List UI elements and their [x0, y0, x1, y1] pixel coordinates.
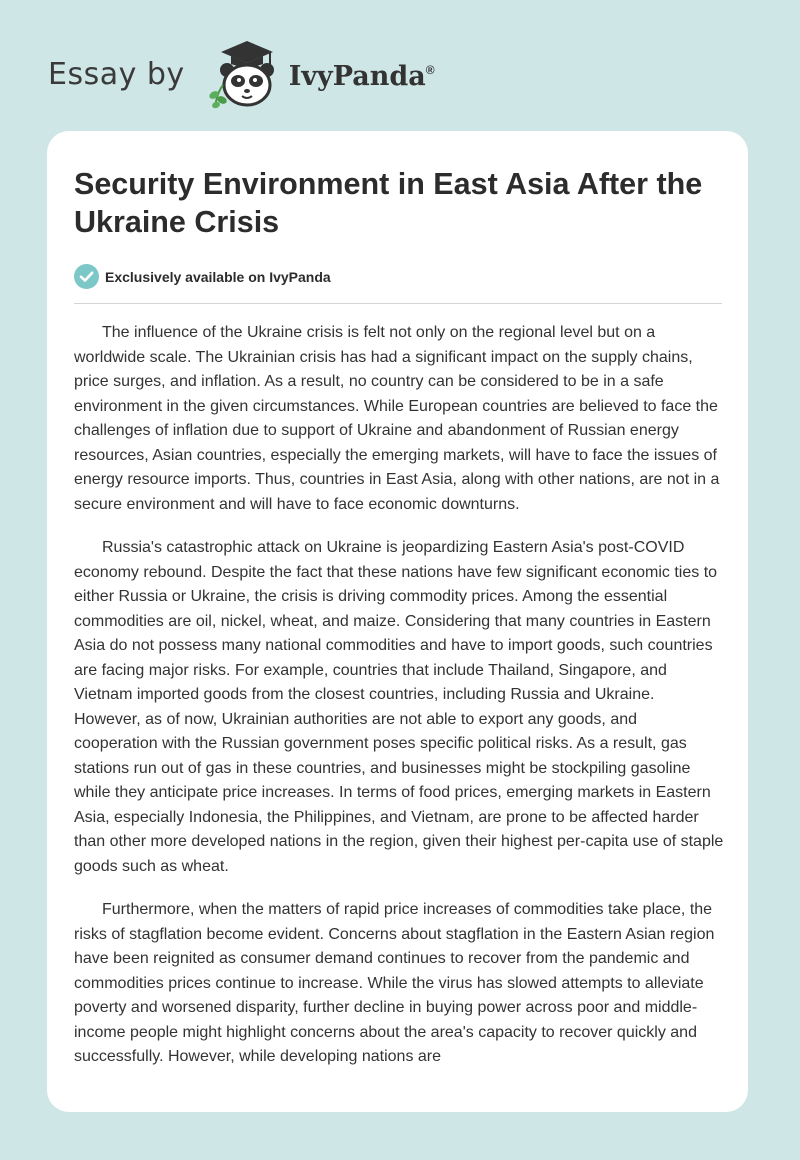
- essay-body: [74, 321, 724, 1089]
- exclusive-badge-label: Exclusively available on IvyPanda: [105, 268, 331, 285]
- essay-title: Security Environment in East Asia After the Ukraine Crisis: [74, 167, 703, 239]
- divider: [74, 303, 722, 304]
- site-header: [48, 34, 435, 114]
- paragraph: Russia's catastrophic attack on Ukraine is jeopardizing Eastern Asia's post-COVID economy rebound. Despite the fact that these nations have few significant economic ties to either Russia or Ukraine, the crisis is driving commodity prices. Among the essential commodities are oil, nickel, wheat, and maize. Considering that many countries in Eastern Asia do not possess many national commodities and have to import goods, such countries are facing major risks. For example, countries that include Thailand, Singapore, and Vietnam imported goods from the closest countries, including Russia and Ukraine. However, as of now, Ukrainian authorities are not able to export any goods, and cooperation with the Russian government poses specific political risks. As a result, gas stations run out of gas in these countries, and businesses might be stockpiling gasoline while they anticipate price increases. In terms of food prices, emerging markets in Eastern Asia, especially Indonesia, the Philippines, and Vietnam, are prone to be affected harder than other more developed nations in the region, given their highest per-capita use of staple goods such as wheat.: [74, 539, 724, 875]
- checkmark-circle-icon: [74, 264, 99, 289]
- exclusive-badge: [74, 264, 331, 289]
- brand-name[interactable]: IvyPanda®: [288, 60, 435, 92]
- essay-card: [47, 131, 748, 1112]
- brand-prefix: Essay by: [48, 56, 185, 92]
- ivypanda-logo-icon[interactable]: [201, 37, 285, 111]
- trademark-symbol: ®: [425, 62, 435, 77]
- paragraph: Furthermore, when the matters of rapid price increases of commodities take place, the risks of stagflation become evident. Concerns about stagflation in the Eastern Asian region have been reignited as consumer demand continues to recover from the pandemic and commodities prices continue to increase. While the virus has slowed attempts to alleviate poverty and worsened disparity, further decline in buying power across poor and middle-income people might highlight concerns about the area's capacity to recover quickly and successfully. However, while developing nations are: [74, 901, 715, 1065]
- paragraph: The influence of the Ukraine crisis is felt not only on the regional level but on a worldwide scale. The Ukrainian crisis has had a significant impact on the supply chains, price surges, and inflation. As a result, no country can be considered to be in a safe environment in the given circumstances. While European countries are believed to face the challenges of inflation due to support of Ukraine and abandonment of Russian energy resources, Asian countries, especially the emerging markets, will have to face the issues of energy resource imports. Thus, countries in East Asia, along with other nations, are not in a secure environment and will have to face economic downturns.: [74, 324, 720, 513]
